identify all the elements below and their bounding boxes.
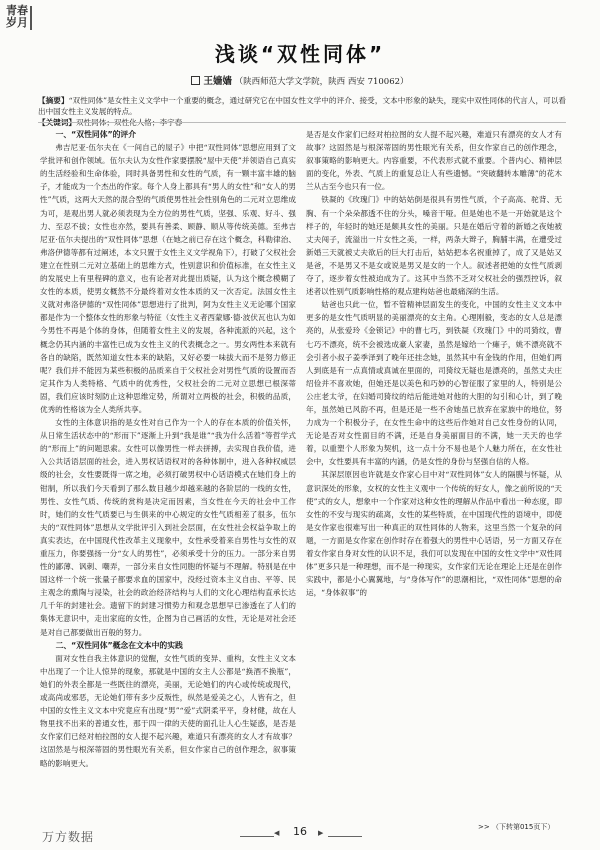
footer-rule-right (328, 836, 362, 837)
continue-note-text: （下转第015页下） (491, 823, 555, 831)
abstract-block (38, 95, 566, 128)
body-paragraph: 女性的主体意识指的是女性对自己作为一个人的存在本质的价值关怀，从日常生活状态中的“形而下”逐渐上升到“我是谁”“我为什么活着”等哲学式的“形而上”的问题思索。女性可以像男性一样去拼搏，去实现自我价值，进入公共话语层面的社会，进入男权话语权对的各种体制中，进入各种权威层级的社会，女性要既得一席之地，必须打破男权中心话语模式在她们身上的钳制，所以我们今天看到了那么数目越少却越来越的各阶层的一线的女性，男性、女性气质、传统的赏构是决定而因素，当女性在今天的社会中工作时，她们的女性气质要已与生俱来的中心规定的女性气质相差了很多，伍尔夫的“双性同体”思想从文学批评引入到社会层面，在女性社会权益争取上的真实表达，在中国现代性改革主义现象中，女性承受着来自男性与女性的双重压力，你要强扬一分“女人的男性”，必须承受十分的压力。一部分来自男性的鄙薄、讽刺、嘲弄，一部分来自女性同胞的怀疑与不理解。特别是在中国这样一个统一张量子都要求血的国家中，没经过资本主义自由、平等、民主观念的熏陶与浸染，社会的政治经济结构与人们的文化心理结构直承长达几千年的封建社会。遗留下的封建习惯势力和观念思想早已渗透在了人们的集体无意识中，走出家庭的女性，企图为自己画活的女性，无论是对社会还是对自己都要做出百般的努力。 (40, 418, 296, 637)
column-tag: 青春岁月 (6, 4, 28, 29)
abstract-divider (38, 122, 566, 123)
abstract-text: “双性同体”是女性主义文学中一个重要的概念，通过研究它在中国女性文学中的评介、接受，文本中形象的缺失，现实中双性同体的代言人，可以看出中国女性主义发展的特点。 (38, 96, 567, 116)
keywords-text: 双性同体；双性化人格；李宇春 (75, 118, 183, 127)
left-column (40, 128, 296, 818)
continue-note: >> （下转第015页下） (478, 823, 555, 831)
author-line (0, 73, 600, 87)
footer-logo: 万方数据 (42, 830, 95, 844)
section-heading-2: 二、“双性同体”概念在文本中的实践 (55, 640, 183, 650)
abstract-paragraph (38, 95, 566, 117)
footer-arrow-left-icon: ◀ (274, 829, 280, 837)
author-name: 王嫱嫱 (203, 76, 232, 87)
body-paragraph: 铁凝的《玫瑰门》中的姑姑倒是很具有男性气质，个子高高、驼背、无胸、有一个朵朵都透不住的分头，嗓音干哑。但是她也不是一开始就是这个样子的，年轻时的她还是颇具女性的美丽。只是在婚后守着的新婚之夜她被丈夫闯子，流溢出一片女性之美，一样，两条大辫子，胸脯丰满，在遭受过新婚三天就被丈夫欲后的巨大打击后，姑姑把本名祝重掉了，成了又是姑又是爸，不是男又不是女或说是男又是女的一个人。叙述者把她的女性气质剥夺了，逐步着女性被迫成为了。这其中当然不乏对父权社会的强烈控诉，叙述者以性别气质影响性格的观点建构姑爸也最痛深的生活。 (306, 195, 562, 297)
body-paragraph: 弗吉尼亚·伍尔夫在《一间自己的屋子》中把“双性同体”思想应用到了文学批评和创作领域。伍尔夫认为女性作家要摆脱“屋中天使”并领语自己真实的生活经验和生命体验，同时具备男性和女性的气质，有一颗丰富丰雄的脑子，才能成为一个杰出的作家。每个人身上都具有“男人的女性”和“女人的男性”气质，这两大天然的混合型的气质使男性社会性别角色的二元对立思维成为可，是观出男人就必须表现为全方位的男性气质，坚强、乐观、好斗、强力、至忍不拔；女性也亦然，要具有善柔、顾静、顺从等传统美德。至弗吉尼亚·伍尔夫提出的“双性同体”思想（在她之前已存在这个概念，科勒律治、弗洛伊德等都有过阐述，本文只置于女性主义文学视角下），打破了父权社会建立在性别二元对立基础上的思维方式，性别意识和价值标准，在女性主义的发展史上有里程碑的意义，也有论者对此提出质疑，认为这个概念模糊了女性的本质，使男女概然不分最终着对女性本质的又一次否定。法国女性主义就对弗洛伊德的“双性同体”思想进行了批判，阿为女性主义无论哪个国家都是作为一个整体女性的形象与特征（女性主义者西蒙娜·德·波伏瓦也认为如今男性不再是个体的身体，但随着女性主义的发展，各种流派的兴起，这个概念仍其内涵的丰富性已成为女性主义的代表概念之一。男女两性本来就有各自的缺陷，既然知道女性本来的缺陷，又好必要一味拔大而不是努力修正呢？我们并不能因为某些积极的品质来自于父权社会对男性气质的设置而否定其作为人类特格、气质中的优秀性，父权社会的二元对立思想已根深蒂固，我们应该时刻防止这种思维定势，所谓对立两极的社会，积极的品质，优秀的性格该为全人类所共享。 (40, 143, 296, 414)
body-paragraph: 是否是女作家们已经对柏拉图的女人提不起兴趣，难道只有漂亮的女人才有故事？这固然是与根深蒂固的男性眼光有关系，但女作家自己的创作理念，叙事策略的影响更大。内容重要，不代表形式就不重要。个普内心、精神层面的变化，外表、气质上的重复总让人有些遗憾。“突破翻转本雕薄”的花木兰从古至今也只有一位。 (306, 130, 562, 192)
column-tag-bar (30, 6, 32, 30)
section-heading-1: 一、“双性同体”的评介 (55, 130, 137, 139)
body-paragraph: 姑爸也只此一位，暂不管精神层面发生的变化，中国的女性主义文本中更多的是女性气质明显的美丽漂亮的女主角。心理刚毅，变态的女人总是漂亮的，从张爱玲《金锁记》中的曹七巧，到铁凝《玫瑰门》中的司猗纹，曹七巧不漂亮，统不会被选成豪人家妻，虽然是嫁给一个瘫子，姚不漂亮就不会引者小叔子姜季泽到了晚年还挂念她，虽然其中有金钱的作用，但她们两人到底是有一点真情或真诚在里面的，司猗纹无疑也是漂亮的，虽然丈夫庄绍俭并不喜欢她，但她还是以美色和巧妙的心智征服了家里的人，特别是公公庄老太爷，在妇婚司猗纹的结后能进她对他的大胆的勾引和心计，到了晚年，虽然她已风韵不再，但是还是一些不舍她虽已放弃在家族中的地位，努力成为一个积极分子，在女性生命中的这些后作她对自己女性身份的认同，无论是否对女性面目的不满，还是自身美丽面目的不满，她一天天的也学着，以重塑个人形象为契机，这一点十分不易也是个人魅力所在，在女性社会中，女性要具有丰富的内涵，仍是女性的身份与坚强自信的人格。 (306, 300, 562, 467)
right-column (306, 128, 562, 818)
author-affiliation: （陕西师范大学文学院，陕西 西安 710062） (234, 77, 409, 87)
abstract-label: 【摘要】 (38, 96, 69, 105)
article-title: 浅谈“双性同体” (214, 42, 386, 66)
keywords-label: 【关键词】 (38, 118, 76, 127)
body-paragraph: 其深层原因也许就是女作家心目中对“双性同体”女人的隔膜与怀疑，从意识深处的形象，女权的女性主义观中一个传统的好女人，像之前所说的“天使”式的女人，想象中一个作家对这种女性的理解从作品中看出一种态度，即女性的不安与现实的疏离，女性的某些特质，在中国现代性的语境中，即使是女作家也很难写出一种真正的双性同体的人物来，这里当然一个复杂的问题，一方面是女作家在创作时存在着强大的男性中心话语，另一方面又存在着女作家自身对女性的认识不足，我们可以发现在中国的女性文学中“双性同体”更多只是一种理想，而不是一种现实，女作家们无论在理论上还是在创作实践中，都是小心翼翼地，与“身体写作”的思潮相比，“双性同体”思想的命运，“身体叙事”的 (306, 470, 562, 598)
footer-rule-left (240, 836, 274, 837)
body-paragraph: 面对女性自我主体意识的觉醒，女性气质的变异、重构，女性主义文本中出现了一个让人惊异的现象，那就是中国的女主人公都是“换酒不换瓶”，她们的外表全都是一些既往的漂亮，美丽，无论她们的内心或传统或现代，或高尚或邪恶，无论她们带有多少反叛性，纵然是爱美之心，人皆有之，但中国的女性主义文本中究竟应有出现“男”“爱”式阴柔平平，身材健，故在人物里找不出来的普通女性，那于四一律的天使的面孔让人心生疑惑，是否是女作家们已经对柏拉图的女人提不起兴趣，难道只有漂亮的女人才有故事？这固然是与根深蒂固的男性眼光有关系，但女作家自己的创作理念，叙事策略的影响更大。 (40, 653, 296, 768)
page-number: 16 (293, 825, 307, 838)
footer-arrow-right-icon: ▶ (318, 829, 324, 837)
author-box-icon (191, 76, 200, 85)
